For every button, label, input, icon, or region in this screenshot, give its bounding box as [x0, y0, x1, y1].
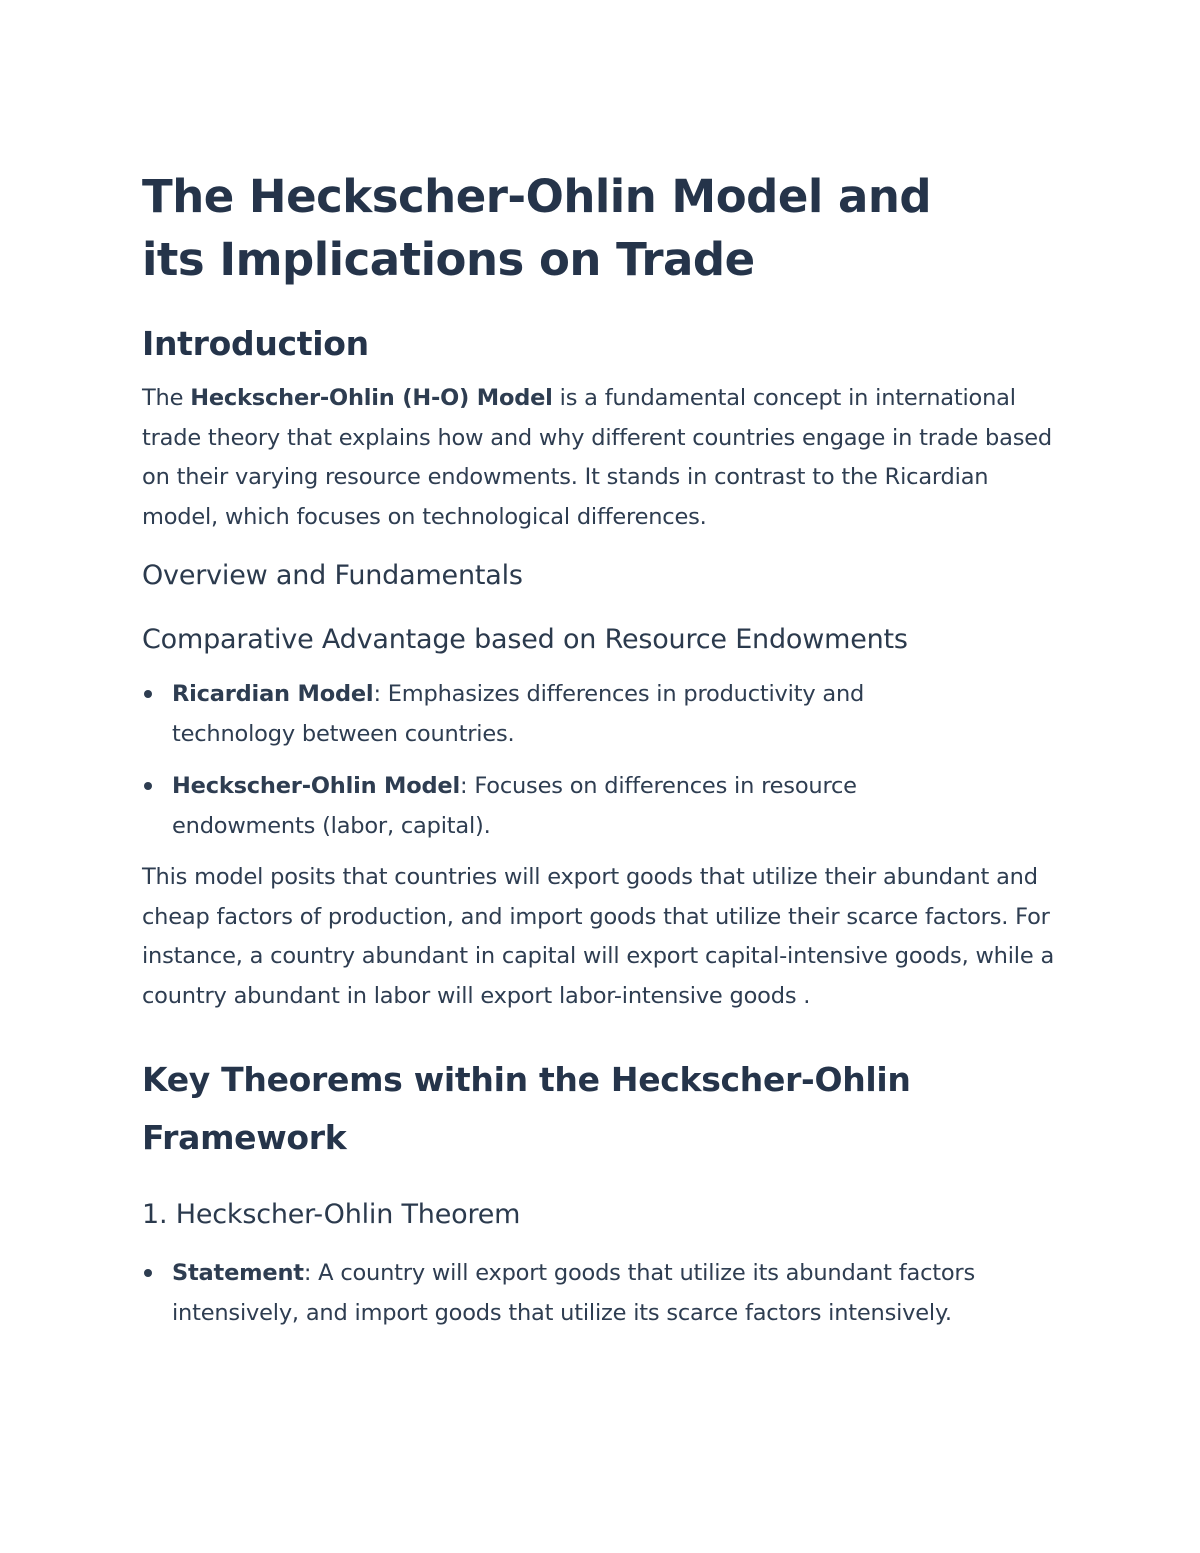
- overview-paragraph: This model posits that countries will export goods that utilize their abundant and cheap factors of production, and import goods that utilize their scarce factors. For instance, a country abundant in capital will export capital-intensive goods, while a country abundant in labor will export labor-intensive goods .: [142, 863, 1055, 1009]
- bullet-dot-icon: [144, 690, 152, 698]
- key-theorems-heading: Key Theorems within the Heckscher-Ohlin Framework: [142, 1059, 911, 1157]
- ho-theorem-heading: 1. Heckscher-Ohlin Theorem: [142, 1198, 521, 1230]
- theorem-bullet-list: [142, 1253, 1062, 1333]
- comparative-advantage-heading: Comparative Advantage based on Resource Endowments: [142, 623, 908, 655]
- introduction-paragraph: [142, 379, 1062, 538]
- page-title: The Heckscher-Ohlin Model and its Implications on Trade: [142, 170, 932, 286]
- overview-bullet-list: [142, 674, 1062, 846]
- intro-text-post: is a fundamental concept in international trade theory that explains how and why different countries engage in trade based on their varying resource endowments. It stands in contrast to the Ricardian model, which focuses on technological differences.: [142, 385, 1052, 531]
- list-item: [142, 674, 972, 754]
- intro-text-pre: The: [142, 385, 191, 411]
- bullet-text: : Emphasizes differences in productivity and technology between countries.: [172, 680, 865, 747]
- list-item: [142, 1253, 1062, 1333]
- document-page: [142, 165, 1062, 1333]
- bullet-label: Heckscher-Ohlin Model: [172, 772, 460, 799]
- bullet-dot-icon: [144, 782, 152, 790]
- introduction-heading: Introduction: [142, 324, 369, 363]
- overview-heading: Overview and Fundamentals: [142, 559, 523, 591]
- bullet-label: Statement: [172, 1259, 304, 1286]
- bullet-label: Ricardian Model: [172, 680, 374, 707]
- list-item: [142, 766, 972, 846]
- intro-text-bold: Heckscher-Ohlin (H-O) Model: [190, 385, 553, 411]
- bullet-text: : Focuses on differences in resource endowments (labor, capital).: [172, 772, 857, 839]
- bullet-dot-icon: [144, 1269, 152, 1277]
- bullet-text: : A country will export goods that utilize its abundant factors intensively, and import goods that utilize its scarce factors intensively.: [172, 1259, 976, 1326]
